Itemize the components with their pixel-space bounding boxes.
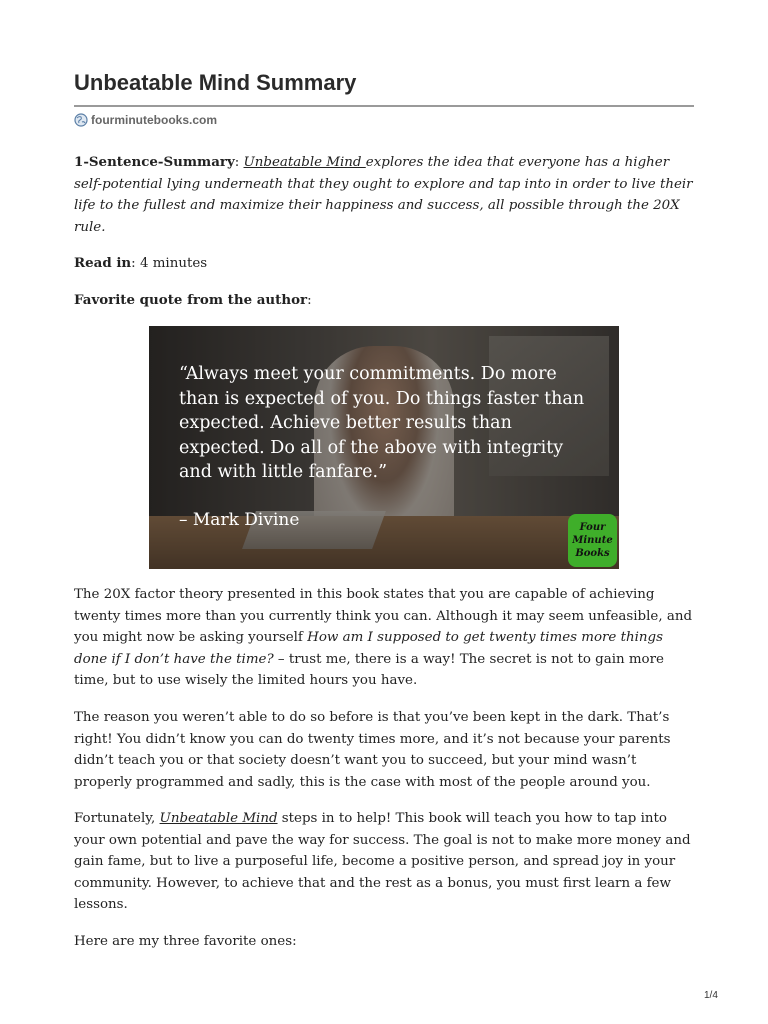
p3-book-link[interactable]: Unbeatable Mind xyxy=(159,811,278,826)
quote-author: – Mark Divine xyxy=(179,510,300,530)
read-in-separator: : xyxy=(131,256,140,271)
title-divider xyxy=(74,105,694,107)
read-in-value: 4 minutes xyxy=(139,256,208,271)
logo-line-1: Four xyxy=(579,522,606,533)
summary-text: explores the idea that everyone has a higher self-potential lying underneath that they ought to explore and tap into in order to live their life to the fullest and maximize their happiness and success, all possible through the 20X rule. xyxy=(74,155,693,235)
paragraph-fortunately xyxy=(74,808,696,916)
book-title-link[interactable]: Unbeatable Mind xyxy=(243,155,366,170)
p3-text-a: Fortunately, xyxy=(74,811,160,826)
p3-text-b: steps in to help! This book will teach you how to tap into your own potential and pave the way for success. The goal is not to make more money and gain fame, but to live a purposeful life, become a positive person, and spread joy in your community. However, to achieve that and the rest as a bonus, you must first learn a few lessons. xyxy=(74,811,691,912)
summary-separator: : xyxy=(234,155,244,170)
source-line xyxy=(74,113,217,127)
logo-line-3: Books xyxy=(575,548,610,559)
p1-italic-question: How am I supposed to get twenty times more things done if I don’t have the time? xyxy=(74,630,663,667)
quote-image xyxy=(149,326,619,569)
four-minute-books-logo xyxy=(568,514,617,567)
paragraph-20x-theory xyxy=(74,584,696,692)
p1-text-a: The 20X factor theory presented in this book states that you are capable of achieving twenty times more than you currently think you can. Although it may seem unfeasible, and you might now be asking yourself xyxy=(74,587,693,645)
read-in-label: Read in xyxy=(74,255,132,271)
logo-line-2: Minute xyxy=(572,535,613,546)
favorite-quote-label: Favorite quote from the author xyxy=(74,292,308,308)
favorite-quote-heading xyxy=(74,290,696,312)
source-domain[interactable]: fourminutebooks.com xyxy=(91,113,218,127)
globe-icon xyxy=(74,113,88,127)
quote-text: “Always meet your commitments. Do more than is expected of you. Do things faster than expected. Achieve better results than expected. Do all of the above with integrity and with little fanfare.” xyxy=(179,364,585,482)
read-in-line xyxy=(74,253,696,275)
page-number: 1/4 xyxy=(704,990,718,1001)
favorite-quote-colon: : xyxy=(307,293,312,308)
summary-label: 1-Sentence-Summary xyxy=(74,154,235,170)
p1-text-b: – trust me, there is a way! The secret is not to gain more time, but to use wisely the limited hours you have. xyxy=(74,651,664,688)
page-title: Unbeatable Mind Summary xyxy=(74,70,357,95)
paragraph-kept-in-dark: The reason you weren’t able to do so before is that you’ve been kept in the dark. That’s right! You didn’t know you can do twenty times more, and it’s not because your parents didn’t teach you or that society doesn’t want you to succeed, but your mind wasn’t properly programmed and sadly, this is the case with most of the people around you. xyxy=(74,710,671,790)
paragraph-favorite-lessons: Here are my three favorite ones: xyxy=(74,934,297,949)
summary-paragraph xyxy=(74,152,696,238)
